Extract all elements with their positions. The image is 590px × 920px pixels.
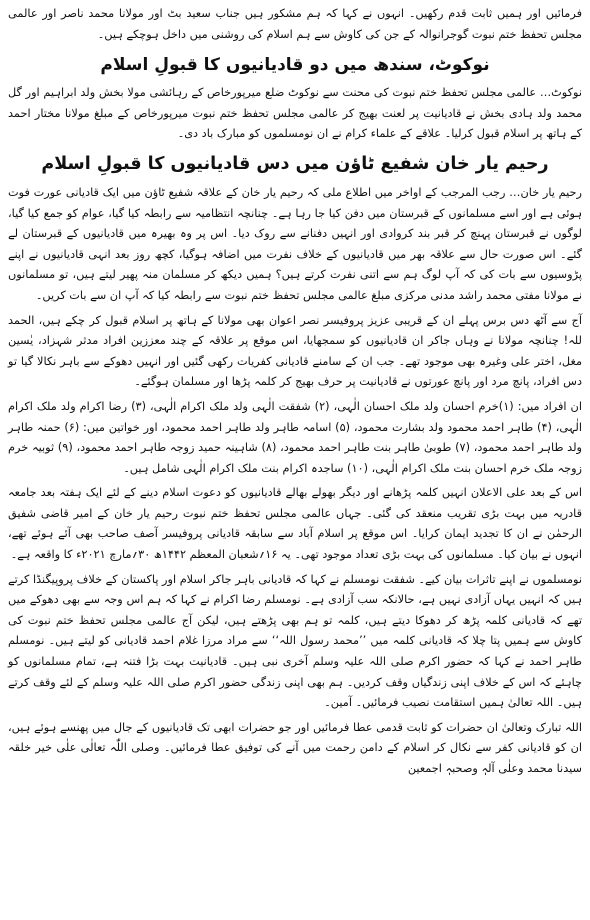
ryk-paragraph-2: آج سے آٹھ دس برس پہلے ان کے قریبی عزیز پروفیسر نصر اعوان بھی مولانا کے ہاتھ پر اسلام قبول کر چکے ہیں، الحمد للہ! چنانچہ مولانا نے وہاں جاکر ان قادیانیوں کو سمجھایا، اس موقع پر علاقہ کے چند معززین افراد مدثر شہزاد، یٰسین مغل، اختر علی وغیرہ بھی موجود تھے۔ جب ان کے سامنے قادیانی کفریات رکھی گئیں اور انہیں دھوکے سے باہر نکالا گیا تو دس افراد، پانچ مرد اور پانچ عورتوں نے قادیانیت پر حرف بھیج کر کلمہ پڑھا اور مسلمان ہوگئے۔	[8, 313, 582, 389]
article-page	[8, 0, 582, 920]
ceremony-paragraph: اس کے بعد علی الاعلان انہیں کلمہ پڑھانے اور دیگر بھولے بھالے قادیانیوں کو دعوت اسلام دینے کے لئے ایک ہفتہ بعد جامعہ قادریہ میں بہت بڑی تقریب منعقد کی گئی۔ جہاں عالمی مجلس تحفظ ختم نبوت رحیم یار خان کے امیر قاضی شفیق الرحمٰن نے ان کا تجدید ایمان کرایا۔ اس موقع پر اسلام آباد سے سابقہ قادیانی پروفیسر آصف صاحب بھی آئے ہوئے تھے، انہوں نے بیان کیا۔ مسلمانوں کی بہت بڑی تعداد موجود تھی۔ یہ ۱۶؍شعبان المعظم ۱۴۴۲ھ ۳۰؍مارچ ۲۰۲۱ء کا واقعہ ہے۔	[8, 486, 582, 562]
closing-prayer-paragraph: اللہ تبارک وتعالیٰ ان حضرات کو ثابت قدمی عطا فرمائیں اور جو حضرات ابھی تک قادیانیوں کے جال میں پھنسے ہوئے ہیں، ان کو قادیانی کفر سے نکال کر اسلام کے دامن رحمت میں آنے کی توفیق عطا فرمائیں۔ وصلی اللّٰہ تعالٰی علٰی خیر خلقہ سیدنا محمد وعلٰی آلہٖ وصحبہٖ اجمعین	[8, 720, 582, 775]
section-heading-rahim-yar-khan: رحیم یار خان شفیع ٹاؤن میں دس قادیانیوں کا قبولِ اسلام	[41, 153, 549, 174]
converts-list-paragraph: ان افراد میں: (۱)خرم احسان ولد ملک احسان الٰہی، (۲) شفقت الٰہی ولد ملک اکرام الٰہی، (۳) رضا اکرام ولد ملک اکرام الٰہی، (۴) طاہر احمد محمود ولد بشارت محمود، (۵) اسامہ طاہر ولد طاہر احمد محمود، اور خواتین میں: (۶) حمنہ طاہر ولد طاہر احمد محمود، (۷) طوبیٰ طاہر بنت طاہر احمد محمود، (۸) شاہینہ حمید زوجہ طاہر احمد محمود، (۹) ثوبیہ خرم زوجہ ملک خرم احسان بنت ملک اکرام الٰہی، (۱۰) ساجدہ اکرام بنت ملک اکرام الٰہی شامل ہیں۔	[8, 399, 583, 475]
ryk-paragraph-1: رحیم یار خان… رجب المرجب کے اواخر میں اطلاع ملی کہ رحیم یار خان کے علاقہ شفیع ٹاؤن میں ایک قادیانی عورت فوت ہوئی ہے اور اسے مسلمانوں کے قبرستان میں دفن کیا جا رہا ہے۔ چنانچہ انتظامیہ سے رابطہ کیا گیا، عوام کو جمع کیا گیا، لوگوں نے قبرستان پہنچ کر قبر بند کروادی اور انہیں دفنانے سے روک دیا۔ اس پر وہ بھیرہ میں قادیانیوں کے قبرستان لے گئے۔ اس صورت حال سے علاقہ بھر میں قادیانیوں کے خلاف نفرت میں اضافہ ہوگیا، کچھ روز بعد انہی قادیانیوں نے اپنے پڑوسیوں سے بات کی کہ آپ لوگ ہم سے اتنی نفرت کرتے ہیں؟ ہمیں دیکھ کر مسلمان منہ پھیر لیتے ہیں، تو مسلمانوں نے مولانا مفتی محمد راشد مدنی مرکزی مبلغ عالمی مجلس تحفظ ختم نبوت سے رابطہ کیا کہ آپ ان سے بات کریں۔	[8, 185, 582, 302]
section-heading-nokot: نوکوٹ، سندھ میں دو قادیانیوں کا قبولِ اسلام	[100, 55, 490, 76]
testimonies-paragraph: نومسلموں نے اپنے تاثرات بیان کیے۔ شفقت نومسلم نے کہا کہ قادیانی باہر جاکر اسلام اور پاکستان کے خلاف پروپیگنڈا کرتے ہیں کہ انہیں یہاں آزادی نہیں ہے، حالانکہ سب آزادی ہے۔ نومسلم رضا اکرام نے کہا کہ ہم اس وجہ سے بھی دھوکے میں تھے کہ قادیانی کلمہ پڑھ کر دھوکا دیتے ہیں، کلمہ تو ہم بھی پڑھتے ہیں، لیکن آج عالمی مجلس تحفظ ختم نبوت کی کاوش سے ہمیں پتا چلا کہ قادیانی کلمہ میں ’’محمد رسول اللہ‘‘ سے مراد مرزا غلام احمد قادیانی کو لیتے ہیں۔ نومسلم طاہر احمد نے کہا کہ حضور اکرم صلی اللہ علیہ وسلم آخری نبی ہیں۔ قادیانیت بہت بڑا فتنہ ہے، تمام مسلمانوں کو چاہئے کہ اس کے خلاف اپنی زندگیاں وقف کردیں۔ ہم بھی اپنی زندگی حضور اکرم صلی اللہ علیہ وسلم کے لئے وقف کرتے ہیں۔ اللہ تعالیٰ ہمیں استقامت نصیب فرمائیں۔ آمین۔	[8, 572, 582, 710]
intro-paragraph: فرمائیں اور ہمیں ثابت قدم رکھیں۔ انہوں نے کہا کہ ہم مشکور ہیں جناب سعید بٹ اور مولانا محمد ناصر اور عالمی مجلس تحفظ ختم نبوت گوجرانوالہ کے جن کی کاوش سے ہم اسلام کی روشنی میں داخل ہوچکے ہیں۔	[8, 7, 582, 41]
nokot-paragraph: نوکوٹ… عالمی مجلس تحفظ ختم نبوت کی محنت سے نوکوٹ ضلع میرپورخاص کے رہائشی مولا بخش ولد ابراہیم اور گل محمد ولد ہادی بخش نے قادیانیت پر لعنت بھیج کر عالمی مجلس تحفظ ختم نبوت میرپورخاص کے مبلغ مولانا مختار احمد کے ہاتھ پر اسلام قبول کرلیا۔ علاقے کے علماء کرام نے ان نومسلموں کو مبارک باد دی۔	[8, 86, 582, 141]
